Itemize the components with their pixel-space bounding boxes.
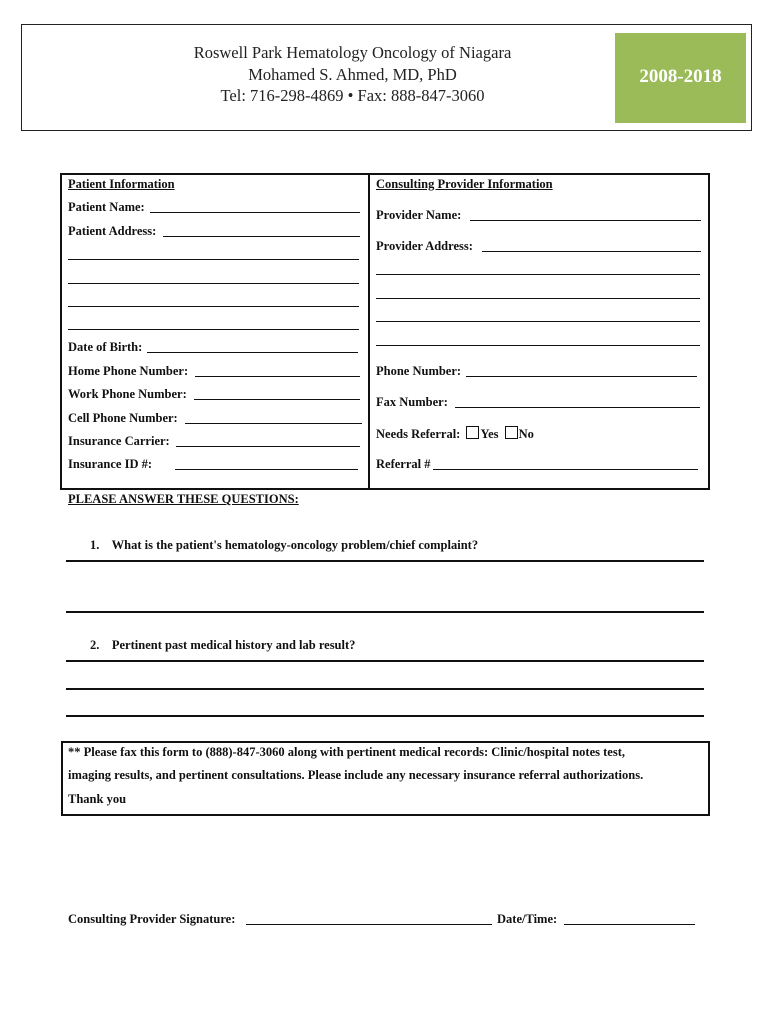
patient-info-title: Patient Information [68, 177, 175, 191]
provider-phone-label: Phone Number: [376, 364, 462, 378]
needs-referral-label: Needs Referral: [376, 427, 461, 441]
needs-referral-row [376, 426, 534, 442]
signature-field[interactable] [246, 924, 492, 925]
badge-text: 2008-2018 [639, 66, 722, 87]
provider-address-line[interactable] [376, 345, 700, 346]
datetime-label: Date/Time: [497, 912, 558, 926]
referral-number-field[interactable] [433, 469, 698, 470]
home-phone-field[interactable] [195, 376, 360, 377]
referral-no-label: No [518, 427, 534, 441]
work-phone-field[interactable] [194, 399, 360, 400]
provider-address-field[interactable] [482, 251, 701, 252]
answer-line[interactable] [66, 560, 704, 562]
signature-label: Consulting Provider Signature: [68, 912, 236, 926]
answer-line[interactable] [66, 611, 704, 613]
patient-address-line[interactable] [68, 259, 359, 260]
anniversary-badge [615, 33, 746, 123]
patient-address-line[interactable] [68, 306, 359, 307]
patient-name-label: Patient Name: [68, 200, 145, 214]
provider-phone-field[interactable] [466, 376, 697, 377]
home-phone-label: Home Phone Number: [68, 364, 189, 378]
provider-name-label: Provider Name: [376, 208, 462, 222]
patient-name-field[interactable] [150, 212, 360, 213]
provider-fax-label: Fax Number: [376, 395, 448, 409]
patient-address-line[interactable] [68, 329, 359, 330]
dob-label: Date of Birth: [68, 340, 143, 354]
provider-fax-field[interactable] [455, 407, 700, 408]
referral-yes-label: Yes [480, 427, 499, 441]
practice-name: Roswell Park Hematology Oncology of Niagara [193, 43, 512, 62]
column-divider [368, 173, 370, 490]
provider-address-line[interactable] [376, 321, 700, 322]
provider-address-label: Provider Address: [376, 239, 473, 253]
answer-line[interactable] [66, 660, 704, 662]
physician-name: Mohamed S. Ahmed, MD, PhD [248, 65, 457, 84]
patient-address-label: Patient Address: [68, 224, 157, 238]
provider-address-line[interactable] [376, 298, 700, 299]
answer-line[interactable] [66, 715, 704, 717]
fax-instructions-line: ** Please fax this form to (888)-847-3060 along with pertinent medical records: Clinic/hospital notes test, [68, 745, 625, 759]
questions-heading: PLEASE ANSWER THESE QUESTIONS: [68, 492, 299, 506]
insurance-carrier-label: Insurance Carrier: [68, 434, 170, 448]
insurance-id-label: Insurance ID #: [68, 457, 153, 471]
datetime-field[interactable] [564, 924, 695, 925]
provider-address-line[interactable] [376, 274, 700, 275]
insurance-carrier-field[interactable] [176, 446, 360, 447]
patient-address-field[interactable] [163, 236, 360, 237]
cell-phone-field[interactable] [185, 423, 362, 424]
question-2: 2. Pertinent past medical history and lab result? [90, 638, 356, 652]
cell-phone-label: Cell Phone Number: [68, 411, 178, 425]
referral-number-label: Referral # [376, 457, 431, 471]
referral-no-checkbox[interactable] [505, 426, 518, 439]
insurance-id-field[interactable] [175, 469, 358, 470]
answer-line[interactable] [66, 688, 704, 690]
provider-name-field[interactable] [470, 220, 701, 221]
provider-info-title: Consulting Provider Information [376, 177, 553, 191]
question-1: 1. What is the patient's hematology-oncology problem/chief complaint? [90, 538, 479, 552]
dob-field[interactable] [147, 352, 358, 353]
referral-yes-checkbox[interactable] [466, 426, 479, 439]
work-phone-label: Work Phone Number: [68, 387, 187, 401]
fax-instructions-line: imaging results, and pertinent consultations. Please include any necessary insurance referral authorizations. [68, 768, 644, 782]
thank-you-text: Thank you [68, 792, 127, 806]
patient-address-line[interactable] [68, 283, 359, 284]
contact-numbers: Tel: 716-298-4869 • Fax: 888-847-3060 [220, 86, 485, 105]
